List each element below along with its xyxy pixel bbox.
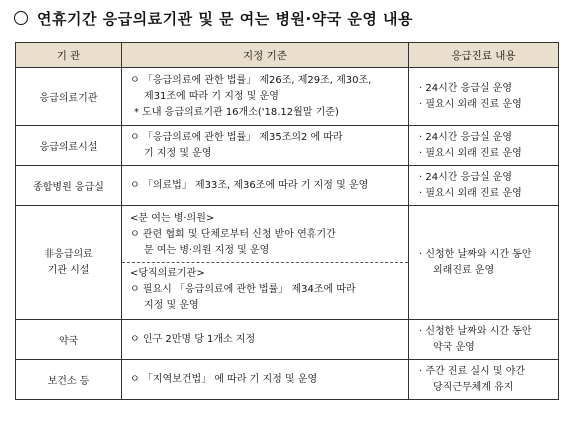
- institution-line: 기관 시설: [47, 264, 90, 276]
- table-row: [16, 320, 559, 360]
- institution-line: 非응급의료: [44, 248, 93, 260]
- table-row: [16, 68, 559, 126]
- header-institution: 기 관: [16, 43, 122, 68]
- content-line: · 주간 진료 실시 및 야간: [419, 365, 526, 377]
- criteria-subheading: <당직의료기관>: [130, 268, 205, 279]
- content-line: · 신청한 날짜와 시간 동안: [419, 248, 532, 260]
- criteria-line: ㅇ 「지역보건법」 에 따라 기 지정 및 운영: [130, 373, 318, 385]
- criteria-line: 지정 및 운영: [144, 300, 199, 311]
- criteria-line: ㅇ 「의료법」 제33조, 제36조에 따라 기 지정 및 운영: [130, 179, 369, 191]
- criteria-cell: [122, 166, 409, 206]
- content-cell: [409, 166, 559, 206]
- circle-bullet-icon: [14, 11, 28, 25]
- criteria-line: ㅇ 「응급의료에 관한 법률」 제26조, 제29조, 제30조,: [130, 74, 372, 86]
- criteria-note: * 도내 응급의료기관 16개소('18.12월말 기준): [134, 106, 339, 118]
- criteria-line: 제31조에 따라 기 지정 및 운영: [144, 90, 279, 102]
- content-line: · 필요시 외래 진료 운영: [419, 187, 522, 199]
- criteria-line: ㅇ 필요시 「응급의료에 관한 법률」 제34조에 따라: [130, 284, 356, 295]
- criteria-line: ㅇ 「응급의료에 관한 법률」 제35조의2 에 따라: [130, 131, 343, 143]
- content-line: · 필요시 외래 진료 운영: [419, 98, 522, 110]
- table-row: [16, 126, 559, 166]
- header-criteria: 지정 기준: [122, 43, 409, 68]
- content-line: 당직근무체계 유지: [433, 381, 514, 393]
- criteria-line: ㅇ 관련 협회 및 단체로부터 신청 받아 연휴기간: [130, 229, 336, 240]
- content-cell: [409, 320, 559, 360]
- content-line: 약국 운영: [433, 341, 475, 353]
- content-cell: [409, 126, 559, 166]
- content-line: 외래진료 운영: [433, 264, 495, 276]
- title-text: 연휴기간 응급의료기관 및 문 여는 병원·약국 운영 내용: [37, 10, 414, 28]
- institution-cell: 약국: [16, 320, 122, 360]
- criteria-cell: [122, 320, 409, 360]
- content-cell: [409, 206, 559, 320]
- institution-cell: 응급의료시설: [16, 126, 122, 166]
- dashed-divider: [122, 262, 408, 263]
- criteria-line: ㅇ 인구 2만명 당 1개소 지정: [130, 333, 256, 345]
- institution-cell: [16, 206, 122, 320]
- criteria-cell: [122, 206, 409, 320]
- content-line: · 24시간 응급실 운영: [419, 171, 513, 183]
- institution-cell: 종합병원 응급실: [16, 166, 122, 206]
- header-content: 응급진료 내용: [409, 43, 559, 68]
- table-row: [16, 360, 559, 400]
- header-row: [16, 43, 559, 68]
- content-cell: [409, 360, 559, 400]
- criteria-subheading: <문 여는 병·의원>: [130, 213, 215, 224]
- content-line: · 24시간 응급실 운영: [419, 82, 513, 94]
- page-title: [14, 6, 413, 32]
- content-line: · 필요시 외래 진료 운영: [419, 147, 522, 159]
- content-cell: [409, 68, 559, 126]
- criteria-cell: [122, 68, 409, 126]
- institution-cell: 응급의료기관: [16, 68, 122, 126]
- criteria-line: 문 여는 병·의원 지정 및 운영: [144, 245, 270, 256]
- table-row: [16, 166, 559, 206]
- institution-cell: 보건소 등: [16, 360, 122, 400]
- operation-table: [15, 42, 559, 400]
- criteria-cell: [122, 360, 409, 400]
- content-line: · 신청한 날짜와 시간 동안: [419, 325, 532, 337]
- criteria-line: 기 지정 및 운영: [144, 147, 212, 159]
- criteria-cell: [122, 126, 409, 166]
- table-row: [16, 206, 559, 320]
- content-line: · 24시간 응급실 운영: [419, 131, 513, 143]
